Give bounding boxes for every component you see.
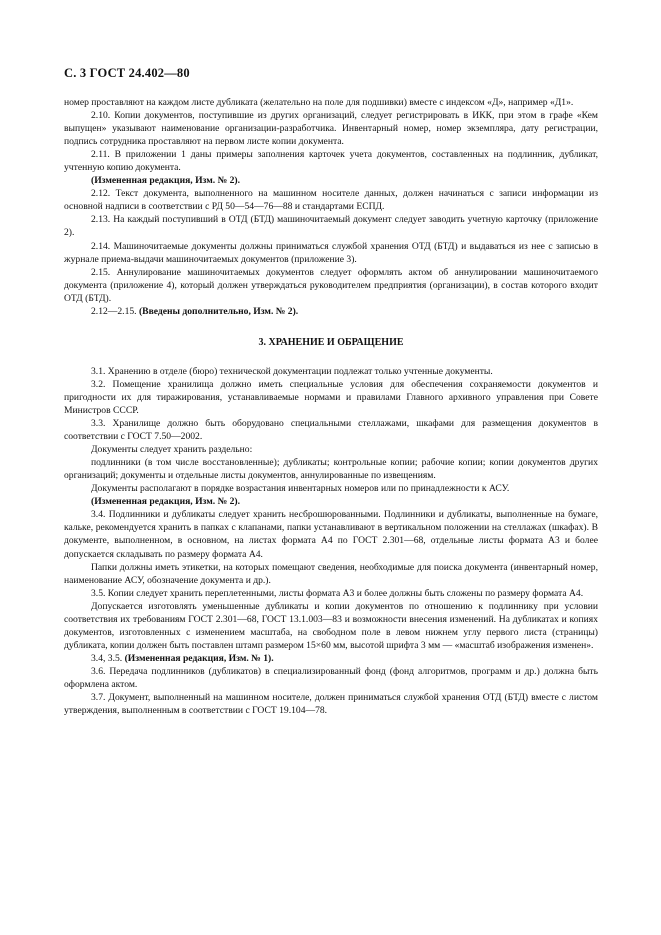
paragraph-reduced-copies: Допускается изготовлять уменьшенные дубликаты и копии документов по отношению к подлиннику при условии соответствия их требованиям ГОСТ 2.301—68, ГОСТ 13.1.003—83 и возможности внесения изменений. На дубликатах и копиях документов, изготовленных с изменением масштаба, на свободном поле в левом нижнем углу первого листа (страницы) дубликата, копии должен быть поставлен штамп размером 15×60 мм, высотой шрифта 3 мм — «масштаб изображения изменен». (64, 600, 598, 651)
amendment-ref: 3.4, 3.5. (91, 652, 125, 664)
paragraph-2-15: 2.15. Аннулирование машиночитаемых документов следует оформлять актом об аннулировании машиночитаемого документа (приложение 4), который должен утверждаться руководителем предприятия (организации), в состав которого входит ОТД (БТД). (64, 266, 598, 304)
paragraph-2-13: 2.13. На каждый поступивший в ОТД (БТД) машиночитаемый документ следует заводить учетную карточку (приложение 2). (64, 214, 598, 239)
paragraph-2-12: 2.12. Текст документа, выполненного на машинном носителе данных, должен начинаться с записи информации из основной надписи в соответствии с РД 50—54—76—88 и стандартами ЕСПД. (64, 188, 598, 213)
paragraph-3-6: 3.6. Передача подлинников (дубликатов) в специализированный фонд (фонд алгоритмов, программ и др.) должна быть оформлена актом. (64, 665, 598, 690)
amendment-note: (Измененная редакция, Изм. № 2). (91, 496, 241, 508)
paragraph-continuation: номер проставляют на каждом листе дубликата (желательно на поле для подшивки) вместе с индексом «Д», например «Д1». (64, 97, 574, 108)
amendment-ref: 2.12—2.15. (91, 305, 139, 317)
paragraph-3-7: 3.7. Документ, выполненный на машинном носителе, должен приниматься службой хранения ОТД (БТД) вместе с листом утверждения, выполненным в соответствии с ГОСТ 19.104—78. (64, 692, 598, 717)
document-body (64, 96, 598, 717)
paragraph-storage-list: подлинники (в том числе восстановленные); дубликаты; контрольные копии; рабочие копии; копии документов других организаций; документы и отдельные листы документов, аннулированные по извещениям. (64, 457, 598, 482)
section-title: 3. ХРАНЕНИЕ И ОБРАЩЕНИЕ (258, 336, 404, 348)
page-header: С. 3 ГОСТ 24.402—80 (64, 66, 190, 80)
paragraph-storage-order: Документы располагают в порядке возрастания инвентарных номеров или по принадлежности к АСУ. (91, 483, 510, 495)
paragraph-2-11: 2.11. В приложении 1 даны примеры заполнения карточек учета документов, составленных на подлинник, дубликат, учтенную копию документа. (64, 149, 598, 174)
amendment-text: (Введены дополнительно, Изм. № 2). (138, 305, 299, 317)
paragraph-2-14: 2.14. Машиночитаемые документы должны приниматься службой хранения ОТД (БТД) и выдаваться из нее с записью в журнале приема-выдачи машиночитаемых документов (приложение 3). (64, 240, 598, 265)
paragraph-2-10: 2.10. Копии документов, поступившие из других организаций, следует регистрировать в ИКК, при этом в графе «Кем выпущен» указывают наименование организации-разработчика. Инвентарный номер, номер экземпляра, дату регистрации, подпись сотрудника проставляют на первом листе копии документа. (64, 110, 598, 148)
amendment-note-3-4-3-5 (64, 652, 598, 665)
paragraph-storage-intro: Документы следует хранить раздельно: (91, 444, 253, 456)
paragraph-3-5: 3.5. Копии следует хранить переплетенными, листы формата А3 и более должны быть сложены по размеру формата А4. (91, 587, 584, 599)
paragraph-3-2: 3.2. Помещение хранилища должно иметь специальные условия для обеспечения сохраняемости документов и пригодности их для тиражирования, устанавливаемые нормами и правилами Главного архивного управления при Совете Министров СССР. (64, 378, 598, 416)
paragraph-3-4: 3.4. Подлинники и дубликаты следует хранить несброшюрованными. Подлинники и дубликаты, выполненные на бумаге, кальке, рекомендуется хранить в папках с клапанами, папки устанавливают в вертикальном положении на стеллажах (шкафах). В документе, выполненном, в основном, на листах формата А4 по ГОСТ 2.301—68, отдельные листы формата А3 и более допускается складывать по размеру формата А4. (64, 509, 598, 560)
amendment-note: (Измененная редакция, Изм. № 2). (91, 175, 241, 187)
paragraph-3-1: 3.1. Хранению в отделе (бюро) технической документации подлежат только учтенные документы. (91, 365, 493, 377)
amendment-text: (Измененная редакция, Изм. № 1). (124, 652, 274, 664)
amendment-note-2-12-2-15 (64, 305, 598, 318)
paragraph-3-3: 3.3. Хранилище должно быть оборудовано специальными стеллажами, шкафами для размещения документов в соответствии с ГОСТ 7.50—2002. (64, 418, 598, 443)
paragraph-folder-labels: Папки должны иметь этикетки, на которых помещают сведения, необходимые для поиска документа (инвентарный номер, наименование АСУ, обозначение документа и др.). (64, 561, 598, 586)
